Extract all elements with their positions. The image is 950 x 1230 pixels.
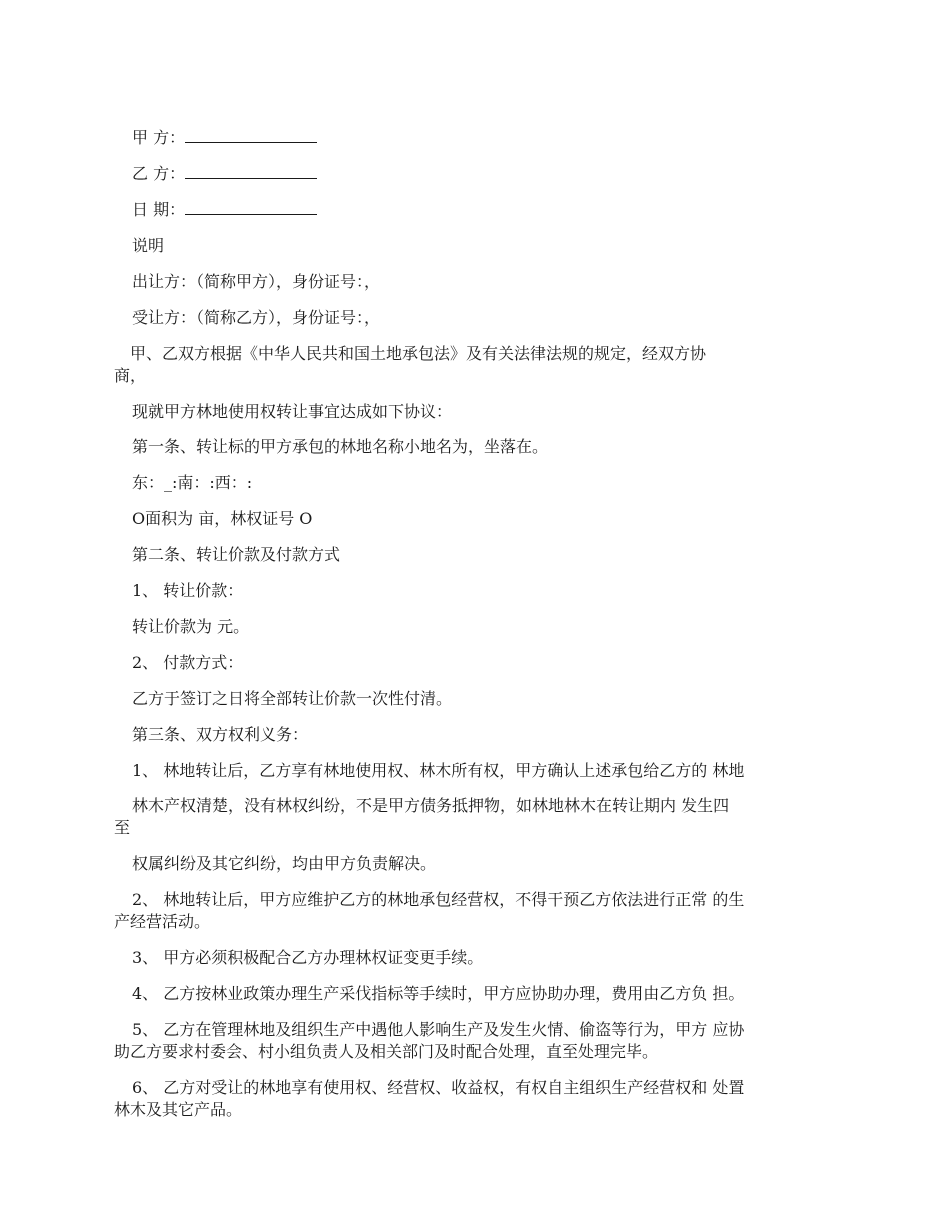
article-3-item-4: 4、 乙方按林业政策办理生产采伐指标等手续时，甲方应协助办理，费用由乙方负 担。 bbox=[132, 984, 745, 1003]
party-b-blank bbox=[185, 164, 317, 179]
party-a-line bbox=[132, 127, 317, 149]
transferee-line: 受让方：（简称乙方），身份证号：， bbox=[132, 308, 381, 327]
note-heading: 说明 bbox=[132, 236, 165, 255]
intro-line-1b: 商， bbox=[114, 366, 147, 385]
article-3-item-1-a: 1、 林地转让后，乙方享有林地使用权、林木所有权，甲方确认上述承包给乙方的 林地 bbox=[132, 761, 745, 780]
area-line: O面积为 亩，林权证号 O bbox=[132, 509, 313, 528]
article-3-item-1-c: 至 bbox=[114, 818, 131, 837]
date-label: 日 期： bbox=[132, 200, 186, 219]
article-3-item-5-a: 5、 乙方在管理林地及组织生产中遇他人影响生产及发生火情、偷盗等行为，甲方 应协 bbox=[132, 1020, 745, 1039]
article-3-item-6-a: 6、 乙方对受让的林地享有使用权、经营权、收益权，有权自主组织生产经营权和 处置 bbox=[132, 1078, 745, 1097]
article-3-item-1-b: 林木产权清楚，没有林权纠纷，不是甲方债务抵押物，如林地林木在转让期内 发生四 bbox=[132, 796, 730, 815]
boundaries-line: 东：_:南：:西：: bbox=[132, 473, 253, 492]
party-a-blank bbox=[185, 128, 317, 143]
article-2-item-1-text: 转让价款为 元。 bbox=[132, 617, 250, 636]
date-line bbox=[132, 199, 317, 221]
article-2-item-2: 2、 付款方式： bbox=[132, 653, 244, 672]
article-2-item-2-text: 乙方于签订之日将全部转让价款一次性付清。 bbox=[132, 689, 453, 708]
article-3-item-5-b: 助乙方要求村委会、村小组负责人及相关部门及时配合处理，直至处理完毕。 bbox=[114, 1042, 659, 1061]
party-a-label: 甲 方： bbox=[132, 128, 186, 147]
article-2-item-1: 1、 转让价款： bbox=[132, 581, 244, 600]
date-blank bbox=[185, 200, 317, 215]
intro-line-2: 现就甲方林地使用权转让事宜达成如下协议： bbox=[132, 402, 453, 421]
article-2-heading: 第二条、转让价款及付款方式 bbox=[132, 545, 341, 564]
article-1: 第一条、转让标的甲方承包的林地名称小地名为，坐落在。 bbox=[132, 437, 549, 456]
article-3-item-3: 3、 甲方必须积极配合乙方办理林权证变更手续。 bbox=[132, 948, 484, 967]
party-b-line bbox=[132, 163, 317, 185]
article-3-heading: 第三条、双方权利义务： bbox=[132, 725, 309, 744]
article-3-item-2-a: 2、 林地转让后，甲方应维护乙方的林地承包经营权，不得干预乙方依法进行正常 的生 bbox=[132, 890, 745, 909]
article-3-item-1-d: 权属纠纷及其它纠纷，均由甲方负责解决。 bbox=[132, 854, 437, 873]
party-b-label: 乙 方： bbox=[132, 164, 186, 183]
transferor-line: 出让方：（简称甲方），身份证号：， bbox=[132, 272, 381, 291]
article-3-item-6-b: 林木及其它产品。 bbox=[114, 1100, 243, 1119]
article-3-item-2-b: 产经营活动。 bbox=[114, 912, 211, 931]
intro-line-1: 甲、乙双方根据《中华人民共和国土地承包法》及有关法律法规的规定，经双方协 bbox=[130, 344, 707, 363]
